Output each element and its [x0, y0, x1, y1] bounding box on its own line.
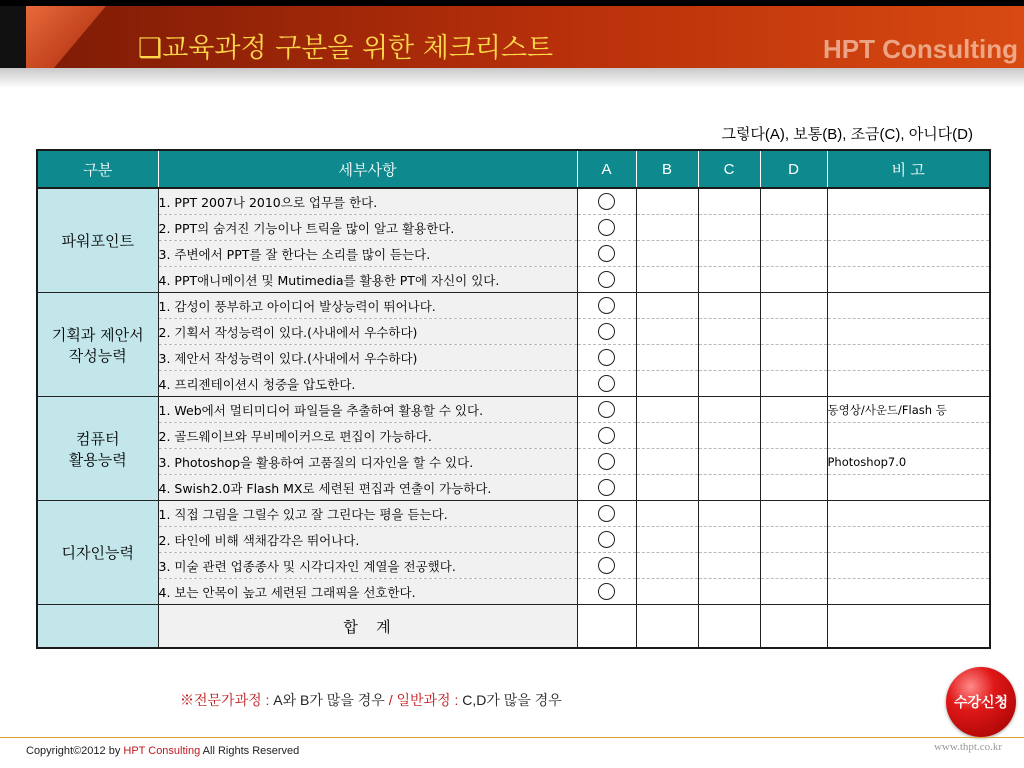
- rating-a-cell[interactable]: [577, 241, 636, 267]
- rating-d-cell[interactable]: [760, 188, 827, 215]
- rating-d-cell[interactable]: [760, 345, 827, 371]
- circle-icon[interactable]: [598, 583, 615, 600]
- detail-cell: 2. 타인에 비해 색채감각은 뛰어나다.: [158, 527, 577, 553]
- checklist-row: [37, 188, 990, 215]
- rating-c-cell[interactable]: [698, 423, 760, 449]
- checklist-row: [37, 267, 990, 293]
- circle-icon[interactable]: [598, 453, 615, 470]
- rating-b-cell[interactable]: [636, 319, 698, 345]
- rating-a-cell[interactable]: [577, 397, 636, 423]
- detail-cell: 4. 보는 안목이 높고 세련된 그래픽을 선호한다.: [158, 579, 577, 605]
- checklist-row: [37, 449, 990, 475]
- note-cell: [827, 579, 990, 605]
- rating-b-cell[interactable]: [636, 527, 698, 553]
- rating-c-cell[interactable]: [698, 267, 760, 293]
- rating-d-cell[interactable]: [760, 267, 827, 293]
- circle-icon[interactable]: [598, 505, 615, 522]
- detail-cell: 3. 주변에서 PPT를 잘 한다는 소리를 많이 듣는다.: [158, 241, 577, 267]
- footer-divider: [0, 737, 1024, 738]
- note-cell: [827, 188, 990, 215]
- checklist-row: [37, 579, 990, 605]
- rating-c-cell[interactable]: [698, 527, 760, 553]
- rating-c-cell[interactable]: [698, 449, 760, 475]
- checklist-row: [37, 397, 990, 423]
- circle-icon[interactable]: [598, 271, 615, 288]
- rating-a-cell[interactable]: [577, 579, 636, 605]
- total-note-cell: [827, 605, 990, 649]
- rating-a-cell[interactable]: [577, 188, 636, 215]
- detail-cell: 3. Photoshop을 활용하여 고품질의 디자인을 할 수 있다.: [158, 449, 577, 475]
- checklist-table: [36, 149, 991, 649]
- rating-c-cell[interactable]: [698, 553, 760, 579]
- rating-d-cell[interactable]: [760, 423, 827, 449]
- checklist-row: [37, 527, 990, 553]
- detail-cell: 3. 미술 관련 업종종사 및 시각디자인 계열을 전공했다.: [158, 553, 577, 579]
- rating-c-cell[interactable]: [698, 215, 760, 241]
- detail-cell: 1. 직접 그림을 그릴수 있고 잘 그린다는 평을 듣는다.: [158, 501, 577, 527]
- checklist-row: [37, 345, 990, 371]
- detail-cell: 1. PPT 2007나 2010으로 업무를 한다.: [158, 188, 577, 215]
- total-category-cell: [37, 605, 158, 649]
- page-title: ❑교육과정 구분을 위한 체크리스트: [138, 33, 554, 64]
- rating-b-cell[interactable]: [636, 553, 698, 579]
- checklist-row: [37, 423, 990, 449]
- table-body: [37, 188, 990, 648]
- header-a: A: [577, 150, 636, 188]
- rating-a-cell[interactable]: [577, 527, 636, 553]
- rating-b-cell[interactable]: [636, 267, 698, 293]
- enroll-button[interactable]: 수강신청: [946, 667, 1016, 737]
- rating-d-cell[interactable]: [760, 553, 827, 579]
- checklist-row: [37, 553, 990, 579]
- footnote: [180, 690, 562, 710]
- category-cell: 파워포인트: [37, 188, 158, 293]
- checklist-row: [37, 293, 990, 319]
- header-detail: 세부사항: [158, 150, 577, 188]
- category-cell: 기획과 제안서 작성능력: [37, 293, 158, 397]
- header-d: D: [760, 150, 827, 188]
- header-wedge-decoration: [26, 6, 106, 68]
- detail-cell: 1. 감성이 풍부하고 아이디어 발상능력이 뛰어나다.: [158, 293, 577, 319]
- note-cell: [827, 371, 990, 397]
- category-cell: 디자인능력: [37, 501, 158, 605]
- footnote-expert-label: ※전문가과정 :: [180, 692, 274, 708]
- note-cell: [827, 527, 990, 553]
- rating-b-cell[interactable]: [636, 449, 698, 475]
- rating-b-cell[interactable]: [636, 345, 698, 371]
- circle-icon[interactable]: [598, 531, 615, 548]
- circle-icon[interactable]: [598, 193, 615, 210]
- site-url[interactable]: www.thpt.co.kr: [933, 741, 1002, 753]
- detail-cell: 4. 프리젠테이션시 청중을 압도한다.: [158, 371, 577, 397]
- detail-cell: 1. Web에서 멀티미디어 파일들을 추출하여 활용할 수 있다.: [158, 397, 577, 423]
- circle-icon[interactable]: [598, 219, 615, 236]
- checklist-row: [37, 215, 990, 241]
- note-cell: [827, 501, 990, 527]
- rating-c-cell[interactable]: [698, 241, 760, 267]
- detail-cell: 2. 기획서 작성능력이 있다.(사내에서 우수하다): [158, 319, 577, 345]
- rating-a-cell[interactable]: [577, 553, 636, 579]
- rating-a-cell[interactable]: [577, 475, 636, 501]
- brand-watermark: HPT Consulting: [823, 34, 1018, 64]
- detail-cell: 4. PPT애니메이션 및 Mutimedia를 활용한 PT에 자신이 있다.: [158, 267, 577, 293]
- footnote-general-text: C,D가 많을 경우: [462, 692, 562, 708]
- rating-b-cell[interactable]: [636, 293, 698, 319]
- copyright-prefix: Copyright©2012 by: [26, 745, 124, 757]
- rating-c-cell[interactable]: [698, 319, 760, 345]
- rating-c-cell[interactable]: [698, 475, 760, 501]
- note-cell: [827, 553, 990, 579]
- header-note: 비 고: [827, 150, 990, 188]
- rating-d-cell[interactable]: [760, 241, 827, 267]
- circle-icon[interactable]: [598, 349, 615, 366]
- circle-icon[interactable]: [598, 375, 615, 392]
- note-cell: [827, 215, 990, 241]
- rating-d-cell[interactable]: [760, 449, 827, 475]
- note-cell: [827, 423, 990, 449]
- circle-icon[interactable]: [598, 479, 615, 496]
- detail-cell: 2. 골드웨이브와 무비메이커으로 편집이 가능하다.: [158, 423, 577, 449]
- note-cell: [827, 267, 990, 293]
- rating-a-cell[interactable]: [577, 319, 636, 345]
- checklist-row: [37, 501, 990, 527]
- total-label: 합 계: [158, 605, 577, 649]
- category-cell: 컴퓨터 활용능력: [37, 397, 158, 501]
- header-b: B: [636, 150, 698, 188]
- rating-b-cell[interactable]: [636, 241, 698, 267]
- table-header-row: [37, 150, 990, 188]
- rating-c-cell[interactable]: [698, 293, 760, 319]
- note-cell: [827, 293, 990, 319]
- rating-b-cell[interactable]: [636, 579, 698, 605]
- header-top-bar: [0, 0, 1024, 6]
- rating-a-cell[interactable]: [577, 267, 636, 293]
- rating-b-cell[interactable]: [636, 397, 698, 423]
- circle-icon[interactable]: [598, 401, 615, 418]
- footnote-general-label: / 일반과정 :: [388, 692, 463, 708]
- rating-a-cell[interactable]: [577, 449, 636, 475]
- rating-a-cell[interactable]: [577, 371, 636, 397]
- note-cell: [827, 475, 990, 501]
- total-d-cell[interactable]: [760, 605, 827, 649]
- header-left-corner: [0, 6, 30, 68]
- rating-b-cell[interactable]: [636, 215, 698, 241]
- rating-d-cell[interactable]: [760, 319, 827, 345]
- rating-c-cell[interactable]: [698, 345, 760, 371]
- rating-d-cell[interactable]: [760, 475, 827, 501]
- total-c-cell[interactable]: [698, 605, 760, 649]
- rating-b-cell[interactable]: [636, 475, 698, 501]
- copyright-suffix: All Rights Reserved: [200, 745, 300, 757]
- rating-b-cell[interactable]: [636, 371, 698, 397]
- footnote-expert-text: A와 B가 많을 경우: [273, 692, 389, 708]
- rating-a-cell[interactable]: [577, 423, 636, 449]
- header-category: 구분: [37, 150, 158, 188]
- rating-d-cell[interactable]: [760, 215, 827, 241]
- note-cell: 동영상/사운드/Flash 등: [827, 397, 990, 423]
- detail-cell: 3. 제안서 작성능력이 있다.(사내에서 우수하다): [158, 345, 577, 371]
- rating-a-cell[interactable]: [577, 501, 636, 527]
- rating-c-cell[interactable]: [698, 579, 760, 605]
- rating-c-cell[interactable]: [698, 397, 760, 423]
- rating-b-cell[interactable]: [636, 501, 698, 527]
- circle-icon[interactable]: [598, 557, 615, 574]
- circle-icon[interactable]: [598, 245, 615, 262]
- checklist-row: [37, 475, 990, 501]
- detail-cell: 4. Swish2.0과 Flash MX로 세련된 편집과 연출이 가능하다.: [158, 475, 577, 501]
- header-banner: [0, 0, 1024, 68]
- rating-d-cell[interactable]: [760, 371, 827, 397]
- rating-d-cell[interactable]: [760, 293, 827, 319]
- rating-d-cell[interactable]: [760, 527, 827, 553]
- copyright: [26, 745, 299, 757]
- checklist-row: [37, 371, 990, 397]
- rating-legend: 그렇다(A), 보통(B), 조금(C), 아니다(D): [721, 126, 973, 143]
- detail-cell: 2. PPT의 숨겨진 기능이나 트릭을 많이 알고 활용한다.: [158, 215, 577, 241]
- note-cell: [827, 241, 990, 267]
- note-cell: [827, 345, 990, 371]
- circle-icon[interactable]: [598, 427, 615, 444]
- rating-d-cell[interactable]: [760, 501, 827, 527]
- rating-c-cell[interactable]: [698, 501, 760, 527]
- checklist-row: [37, 241, 990, 267]
- rating-a-cell[interactable]: [577, 345, 636, 371]
- note-cell: Photoshop7.0: [827, 449, 990, 475]
- total-a-cell[interactable]: [577, 605, 636, 649]
- header-shadow: [0, 68, 1024, 88]
- rating-d-cell[interactable]: [760, 579, 827, 605]
- circle-icon[interactable]: [598, 323, 615, 340]
- copyright-company: HPT Consulting: [123, 745, 201, 757]
- circle-icon[interactable]: [598, 297, 615, 314]
- rating-c-cell[interactable]: [698, 188, 760, 215]
- rating-a-cell[interactable]: [577, 215, 636, 241]
- total-b-cell[interactable]: [636, 605, 698, 649]
- rating-c-cell[interactable]: [698, 371, 760, 397]
- checklist-row: [37, 319, 990, 345]
- note-cell: [827, 319, 990, 345]
- header-c: C: [698, 150, 760, 188]
- rating-d-cell[interactable]: [760, 397, 827, 423]
- rating-b-cell[interactable]: [636, 188, 698, 215]
- rating-b-cell[interactable]: [636, 423, 698, 449]
- total-row: [37, 605, 990, 649]
- rating-a-cell[interactable]: [577, 293, 636, 319]
